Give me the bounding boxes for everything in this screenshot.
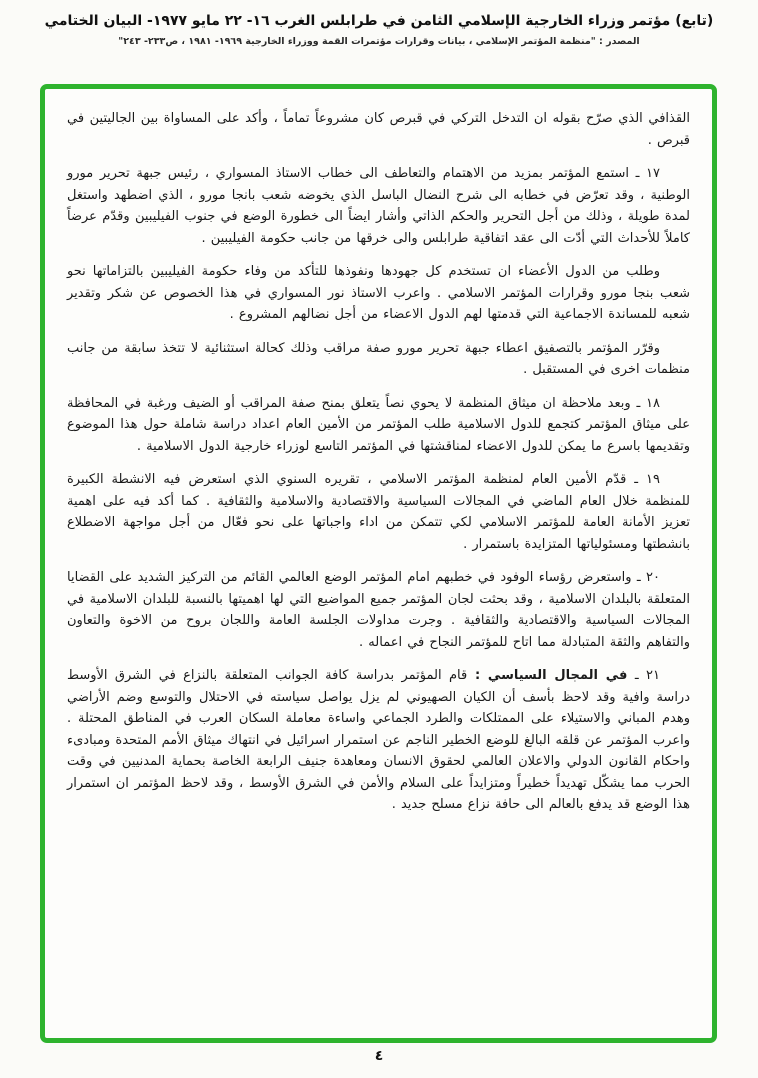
- document-header: [0, 0, 758, 47]
- paragraph-21-text: قام المؤتمر بدراسة كافة الجوانب المتعلقة بالنزاع في الشرق الأوسط دراسة وافية وقد لاحظ بأسف أن الكيان الصهيوني لم يزل يواصل سياسته في الاحتلال والتوسع وضم الأراضي وهدم المباني والاستيلاء على الممتلكات والطرد الجماعي واساءة معاملة السكان العرب في المناطق المحتلة . واعرب المؤتمر عن قلقه البالغ للوضع الخطير الناجم عن استمرار اسرائيل في انتهاك ميثاق الأمم المتحدة ومبادىء واحكام القانون الدولي والاعلان العالمي لحقوق الانسان ومعاهدة جنيف الرابعة الخاصة بحماية المدنيين في وقت الحرب مما يشكّل تهديداً خطيراً ومتزايداً على السلام والأمن في الشرق الأوسط ، وقد لاحظ المؤتمر ان استمرار هذا الوضع قد يدفع بالعالم الى حافة نزاع مسلح جديد .: [67, 668, 690, 812]
- paragraph-observer-status: وقرّر المؤتمر بالتصفيق اعطاء جبهة تحرير مورو صفة مراقب وذلك كحالة استثنائية لا تتخذ سابقة من جانب منظمات اخرى في المستقبل .: [67, 340, 690, 377]
- header-source-line: المصدر : "منظمة المؤتمر الإسلامي ، بيانات وقرارات مؤتمرات القمة ووزراء الخارجية ١٩٦٩- ١٩٨١ ، ص٢٣٣- ٢٤٣": [118, 36, 640, 47]
- paragraph-19: ١٩ ـ قدّم الأمين العام لمنظمة المؤتمر الاسلامي ، تقريره السنوي الذي استعرض فيه الانشطة الكبيرة للمنظمة خلال العام الماضي في المجالات السياسية والاقتصادية والاسلامية والثقافية . كما أكد فيه على اهمية تعزيز الأمانة العامة للمؤتمر الاسلامي لكي تتمكن من اداء واجباتها على نحو فعّال من أجل مواجهة الاضطلاع بانشطتها ومسئولياتها المتزايدة باستمرار .: [67, 472, 690, 552]
- paragraph-21-heading: في المجال السياسي :: [467, 668, 628, 683]
- paragraph-21-number: ٢١ ـ: [627, 668, 660, 683]
- page-number: ٤: [374, 1048, 384, 1064]
- paragraph-17: ١٧ ـ استمع المؤتمر بمزيد من الاهتمام والتعاطف الى خطاب الاستاذ المسواري ، رئيس جبهة تحرير مورو الوطنية ، وقد تعرّض في خطابه الى شرح النضال الباسل الذي يخوضه شعب بانجا مورو ، الذي اضطهد واستغل لمدة طويلة ، وذلك من أجل التحرير والحكم الذاتي وأشار ايضاً الى خطورة الوضع في جنوب الفيليبين وقدّم عرضاً كاملاً للأحداث التي أدّت الى عقد اتفاقية طرابلس والى خرقها من جانب حكومة الفيليبين .: [67, 166, 690, 246]
- green-frame: [40, 84, 717, 1043]
- paragraph-appeal: وطلب من الدول الأعضاء ان تستخدم كل جهودها ونفوذها للتأكد من وفاء حكومة الفيليبين بالتزاماتها نحو شعب بنجا مورو وقرارات المؤتمر الاسلامي . واعرب الاستاذ نور المسواري في هذا الخصوص عن شكر وتقدير شعبه للمساندة الاجماعية التي قدمتها لهم الدول الاعضاء من أجل نضالهم المشروع .: [67, 264, 690, 322]
- header-title: (تابع) مؤتمر وزراء الخارجية الإسلامي الثامن في طرابلس الغرب ١٦- ٢٢ مايو ١٩٧٧- البيان الختامي: [44, 13, 714, 29]
- paragraph-continuation: القذافي الذي صرّح بقوله ان التدخل التركي في قبرص كان مشروعاً تماماً ، وأكد على المساواة بين الجاليتين في قبرص .: [67, 111, 690, 148]
- paragraph-18: ١٨ ـ وبعد ملاحظة ان ميثاق المنظمة لا يحوي نصاً يتعلق بمنح صفة المراقب أو الضيف ورغبة في المحافظة على ميثاق المؤتمر كتجمع للدول الاسلامية طلب المؤتمر من الأمين العام اعداد دراسة شاملة حول هذا الموضوع وتقديمها باسرع ما يمكن للدول الاعضاء لمناقشتها في المؤتمر التاسع لوزراء خارجية الدول الاسلامية .: [67, 395, 690, 454]
- paragraph-21: [67, 665, 690, 816]
- document-body: [67, 108, 690, 816]
- paragraph-20: ٢٠ ـ واستعرض رؤساء الوفود في خطبهم امام المؤتمر الوضع العالمي القائم من التركيز الشديد على القضايا المتعلقة بالبلدان الاسلامية ، وقد بحثت لجان المؤتمر جميع المواضيع التي لها اهميتها بالنسبة للبلدان الاسلامية في المجالات السياسية والاقتصادية والثقافية . وجرت مداولات الجلسة العامة واللجان بروح من الاخوة والتعاون والتفاهم والثقة المتبادلة مما اتاح للمؤتمر النجاح في اعماله .: [67, 570, 690, 650]
